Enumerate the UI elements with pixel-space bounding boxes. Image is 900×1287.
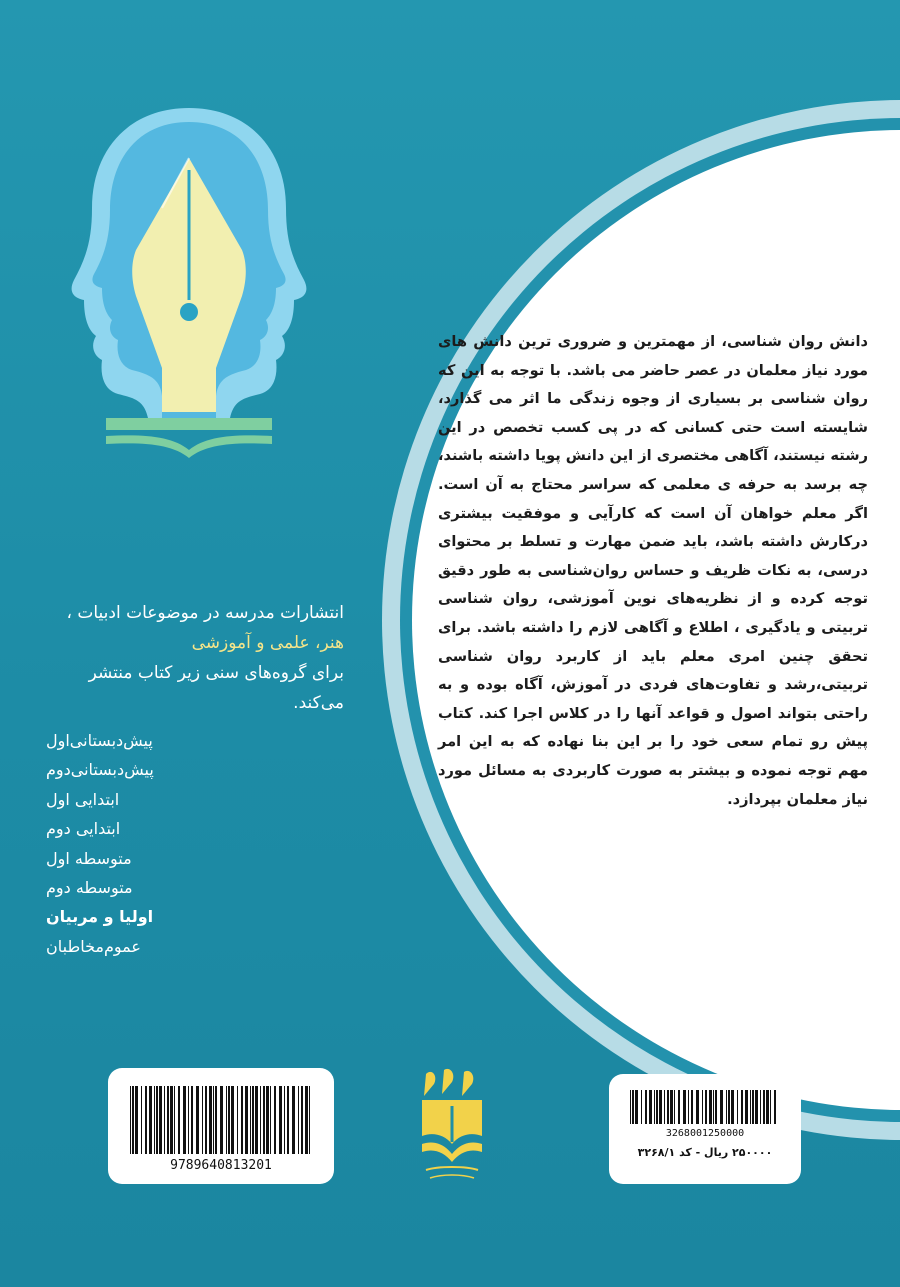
barcode-bar	[255, 1086, 258, 1154]
publisher-emblem-icon	[416, 1066, 488, 1182]
barcode-bar	[713, 1090, 714, 1124]
barcode-bar	[183, 1086, 186, 1154]
barcode-bar	[202, 1086, 203, 1154]
isbn-barcode-sticker	[108, 1068, 334, 1184]
barcode-bar	[760, 1090, 761, 1124]
barcode-bar	[270, 1086, 271, 1154]
age-group-item: عموم‌مخاطبان	[46, 936, 141, 956]
isbn-number: 9789640813201	[170, 1158, 272, 1173]
barcode-bar	[664, 1090, 665, 1124]
barcode-bar	[670, 1090, 673, 1124]
barcode-bar	[226, 1086, 227, 1154]
age-group-item: ابتدایی دوم	[46, 819, 121, 839]
barcode-bar	[678, 1090, 680, 1124]
barcode-bar	[154, 1086, 155, 1154]
barcode-bar	[731, 1090, 734, 1124]
barcode-bar	[135, 1086, 138, 1154]
barcode-bar	[174, 1086, 175, 1154]
publisher-blurb	[44, 598, 344, 718]
barcode-bar	[766, 1090, 769, 1124]
publisher-line-1: انتشارات مدرسه در موضوعات ادبیات ،	[66, 603, 344, 623]
barcode-bar	[301, 1086, 303, 1154]
barcode-bar	[274, 1086, 276, 1154]
price-label: ۲۵۰۰۰۰ ریال - کد ۳۲۶۸/۱	[637, 1146, 773, 1159]
barcode-bar	[231, 1086, 234, 1154]
barcode-bar	[726, 1090, 727, 1124]
barcode-bar	[309, 1086, 310, 1154]
barcode-bar	[763, 1090, 765, 1124]
barcode-bar	[649, 1090, 652, 1124]
barcode-bar	[188, 1086, 189, 1154]
barcode-bar	[737, 1090, 738, 1124]
barcode-bar	[145, 1086, 147, 1154]
barcode-bar	[688, 1090, 689, 1124]
barcode-bar	[260, 1086, 261, 1154]
barcode-bar	[645, 1090, 647, 1124]
barcode-bar	[667, 1090, 669, 1124]
barcode-bar	[705, 1090, 707, 1124]
barcode-bar	[141, 1086, 142, 1154]
age-group-item: پیش‌دبستانی‌دوم	[46, 760, 154, 780]
barcode-bar	[167, 1086, 169, 1154]
barcode-bar	[266, 1086, 269, 1154]
barcode-bar	[215, 1086, 217, 1154]
barcode-bar	[683, 1090, 686, 1124]
barcode-bar	[298, 1086, 299, 1154]
barcode-bar	[191, 1086, 193, 1154]
barcode-bar	[770, 1090, 771, 1124]
barcode-bar	[741, 1090, 743, 1124]
product-code: 3268001250000	[665, 1128, 745, 1139]
barcode-bar	[209, 1086, 212, 1154]
barcode-bar	[659, 1090, 662, 1124]
publisher-line-4: می‌کند.	[293, 693, 344, 713]
barcode-bar	[263, 1086, 265, 1154]
barcode-bar	[164, 1086, 165, 1154]
age-group-item: اولیا و مربیان	[46, 907, 154, 927]
age-group-item: متوسطه دوم	[46, 878, 133, 898]
pen-heads-logo-icon	[44, 100, 334, 480]
barcode-bar	[691, 1090, 693, 1124]
barcode-bar	[241, 1086, 243, 1154]
barcode-bar	[205, 1086, 207, 1154]
barcode-bar	[287, 1086, 289, 1154]
barcode-bar	[196, 1086, 199, 1154]
age-group-item: پیش‌دبستانی‌اول	[46, 731, 153, 750]
barcode-bar	[654, 1090, 655, 1124]
barcode-bar	[292, 1086, 295, 1154]
barcode-bar	[159, 1086, 162, 1154]
barcode-bar	[728, 1090, 730, 1124]
barcode-bar	[774, 1090, 776, 1124]
barcode-bar	[674, 1090, 675, 1124]
barcode-bar	[632, 1090, 634, 1124]
barcode-bar	[630, 1090, 631, 1124]
barcode-bar	[284, 1086, 285, 1154]
barcode-bar	[750, 1090, 751, 1124]
barcode-bar	[745, 1090, 748, 1124]
barcode-bar	[213, 1086, 214, 1154]
age-group-item: ابتدایی اول	[46, 789, 120, 809]
barcode-bar	[641, 1090, 642, 1124]
barcode-bar	[752, 1090, 754, 1124]
publisher-line-2: هنر، علمی و آموزشی	[191, 633, 344, 653]
barcode-bar	[305, 1086, 308, 1154]
book-description: دانش روان شناسی، از مهمترین و ضروری ترین دانش های مورد نیاز معلمان در عصر حاضر می باشد. با توجه به این که روان شناسی بر بسیاری از وجوه زندگی ما اثر می گذارد، شایسته است حتی کسانی که در پی کسب تخصص در این رشته نیستند، آگاهی مختصری از این دانش پویا داشته باشند، چه برسد به حرفه ی معلمی که سراسر محتاج به آن است. اگر معلم خواهان آن است که کارآیی و موفقیت بیشتری درکارش داشته باشد، باید ضمن مهارت و تسلط بر محتوای درسی، به نکات ظریف و حساس روان‌شناسی به طور دقیق توجه کرده و از نظریه‌های نوین آموزشی، روان شناسی تربیتی و یادگیری ، اطلاع و آگاهی لازم را داشته باشد. برای تحقق چنین امری معلم باید از کاربرد روان شناسی تربیتی،رشد و تفاوت‌های فردی در آموزش، آگاه بوده و به راحتی بتواند اصول و قواعد آنها را در کلاس اجرا کند. کتاب پیش رو تمام سعی خود را بر این بنا نهاده که به این امر مهم توجه نموده و بیشتر به صورت کاربردی به مسائل مورد نیاز معلمان بپردازد.	[438, 333, 868, 808]
isbn-barcode-icon	[130, 1086, 312, 1154]
barcode-bar	[178, 1086, 180, 1154]
barcode-bar	[696, 1090, 699, 1124]
barcode-bar	[279, 1086, 282, 1154]
barcode-bar	[228, 1086, 230, 1154]
barcode-bar	[250, 1086, 251, 1154]
barcode-bar	[132, 1086, 134, 1154]
barcode-bar	[720, 1090, 723, 1124]
price-barcode-icon	[630, 1090, 780, 1124]
barcode-bar	[245, 1086, 248, 1154]
price-barcode-sticker	[609, 1074, 801, 1184]
barcode-bar	[220, 1086, 223, 1154]
barcode-bar	[170, 1086, 173, 1154]
barcode-bar	[635, 1090, 638, 1124]
age-group-list	[46, 726, 266, 961]
barcode-bar	[715, 1090, 717, 1124]
barcode-bar	[755, 1090, 758, 1124]
age-group-item: متوسطه اول	[46, 848, 132, 868]
barcode-bar	[156, 1086, 158, 1154]
barcode-bar	[252, 1086, 254, 1154]
publisher-line-3: برای گروه‌های سنی زیر کتاب منتشر	[88, 663, 344, 683]
barcode-bar	[709, 1090, 712, 1124]
barcode-bar	[130, 1086, 131, 1154]
barcode-bar	[149, 1086, 152, 1154]
barcode-bar	[656, 1090, 658, 1124]
barcode-bar	[702, 1090, 703, 1124]
barcode-bar	[237, 1086, 238, 1154]
